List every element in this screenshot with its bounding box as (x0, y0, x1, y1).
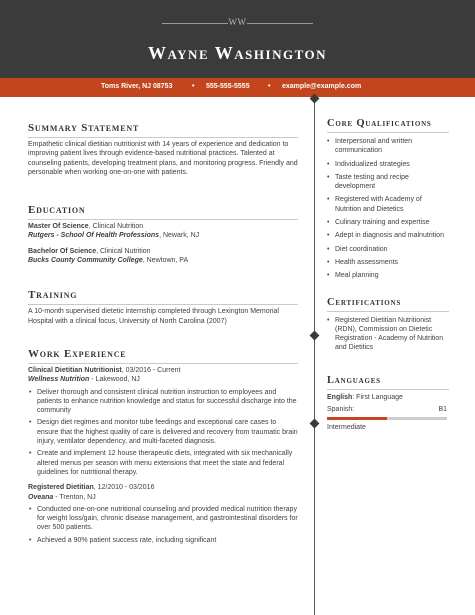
qualification-item: • Interpersonal and written communication (327, 137, 449, 156)
proficiency-bar-fill (327, 417, 387, 420)
summary-section (28, 122, 298, 177)
summary-text: Empathetic clinical dietitian nutritionist with 14 years of experience and dedication to improving patient lives through evidence-based nutritional practices. Talented at counseling patients, developing treatment plans, and monitoring progress. Friendly and personable when working one-on-one with patients. (28, 141, 298, 176)
section-rule (28, 363, 298, 364)
job-entry (28, 483, 298, 545)
column-divider (314, 97, 315, 615)
divider-diamond (310, 331, 320, 341)
language-note: : First Language (352, 393, 403, 401)
qualification-item: • Culinary training and expertise (327, 218, 449, 227)
section-rule (327, 311, 449, 312)
section-rule (327, 132, 449, 133)
qualification-item: • Health assessments (327, 258, 449, 267)
job-location: - Lakewood, NJ (89, 376, 140, 384)
job-entry (28, 366, 298, 477)
job-location: - Trenton, NJ (53, 493, 96, 501)
job-bullet: • Create and implement 12 house therapeutic diets, integrated with six mechanically altered menus per season with menu extensions that meet the state and federal guidelines for nutritional therapy. (28, 449, 298, 477)
qualification-item: • Diet coordination (327, 245, 449, 254)
contact-bar (0, 78, 475, 97)
section-title: Summary Statement (28, 122, 140, 134)
job-bullet: • Conducted one-on-one nutritional counseling and provided medical nutrition therapy for weight loss/gain, chronic disease management, and gastrointestinal disorders for over 500 patients. (28, 505, 298, 533)
job-bullets (28, 505, 298, 545)
school-location: , Newtown, PA (142, 257, 189, 265)
certification-item: • Registered Dietitian Nutritionist (RDN), Commission on Dietetic Registration - Academy of Nutrition and Dietitics (327, 316, 449, 353)
sidebar-column (327, 118, 449, 433)
degree: Master Of Science (28, 223, 89, 231)
language-name: English (327, 393, 353, 401)
qualification-item: • Registered with Academy of Nutrition and Dietetics (327, 195, 449, 214)
section-title: Certifications (327, 296, 402, 308)
job-employer: Wellness Nutrition (28, 376, 90, 384)
job-bullet: • Achieved a 90% patient success rate, including significant (28, 536, 298, 545)
language-name: Spanish: (327, 405, 355, 413)
degree: Bachelor Of Science (28, 247, 97, 255)
field: , Clinical Nutrition (88, 223, 144, 231)
job-bullet: • Design diet regimes and monitor tube feedings and exceptional care cases to ensure that the highest quality of care is delivered and recovery from traumatic brain injury, ventilator dependency, and multi-faceted diagnosis. (28, 418, 298, 446)
monogram: WW (228, 17, 247, 27)
job-employer: Oveana (28, 493, 54, 501)
monogram-rule-left (162, 23, 228, 24)
candidate-name: Wayne Washington (147, 43, 328, 63)
qualifications-list (327, 137, 449, 281)
certifications-section (327, 297, 449, 353)
qualifications-section (327, 118, 449, 281)
education-item (28, 222, 298, 241)
section-rule (28, 219, 298, 220)
contact-separator: • (268, 83, 271, 90)
monogram-rule-right (247, 23, 313, 24)
job-bullet: • Deliver thorough and consistent clinical nutrition instruction to employees and patients to enhance nutrition knowledge and status for successful discharge into the community (28, 388, 298, 416)
certifications-list (327, 316, 449, 353)
contact-phone[interactable]: 555-555-5555 (206, 83, 250, 90)
section-title: Work Experience (28, 347, 127, 360)
school-location: , Newark, NJ (159, 232, 200, 240)
language-spanish (327, 405, 449, 415)
language-english (327, 393, 449, 403)
contact-email[interactable]: example@example.com (282, 83, 362, 90)
job-bullets (28, 388, 298, 478)
school: Rutgers - School Of Health Professions (28, 232, 160, 240)
language-level: B1 (438, 405, 447, 413)
education-section (28, 204, 298, 265)
section-rule (327, 389, 449, 390)
language-proficiency-label: Intermediate (327, 423, 366, 431)
education-item (28, 247, 298, 266)
monogram-block (0, 13, 475, 33)
divider-diamond (310, 419, 320, 429)
section-rule (28, 137, 298, 138)
school: Bucks County Community College (28, 257, 143, 265)
job-role: Clinical Dietitian Nutritionist (28, 366, 122, 374)
languages-section (327, 375, 449, 433)
section-rule (28, 304, 298, 305)
training-section (28, 289, 298, 326)
section-title: Core Qualifications (327, 118, 432, 129)
qualification-item: • Individualized strategies (327, 160, 449, 169)
resume-header (0, 0, 475, 78)
proficiency-bar (327, 417, 447, 420)
experience-section (28, 348, 298, 545)
job-dates: , 12/2010 - 03/2016 (93, 484, 155, 492)
section-title: Education (28, 204, 86, 217)
contact-separator: • (192, 83, 195, 90)
qualification-item: • Meal planning (327, 271, 449, 280)
contact-address: Toms River, NJ 08753 (101, 83, 173, 90)
job-dates: , 03/2016 - Current (121, 366, 181, 374)
main-column (28, 122, 298, 545)
qualification-item: • Taste testing and recipe development (327, 173, 449, 192)
job-role: Registered Dietitian (28, 484, 94, 492)
section-title: Training (28, 289, 78, 302)
training-text: A 10-month supervised dietetic internship completed through Lexington Memorial Hospital with a clinical focus, University of North Carolina (2007) (28, 308, 279, 325)
section-title: Languages (327, 374, 381, 386)
qualification-item: • Adept in diagnosis and malnutrition (327, 231, 449, 240)
field: , Clinical Nutrition (96, 247, 151, 255)
